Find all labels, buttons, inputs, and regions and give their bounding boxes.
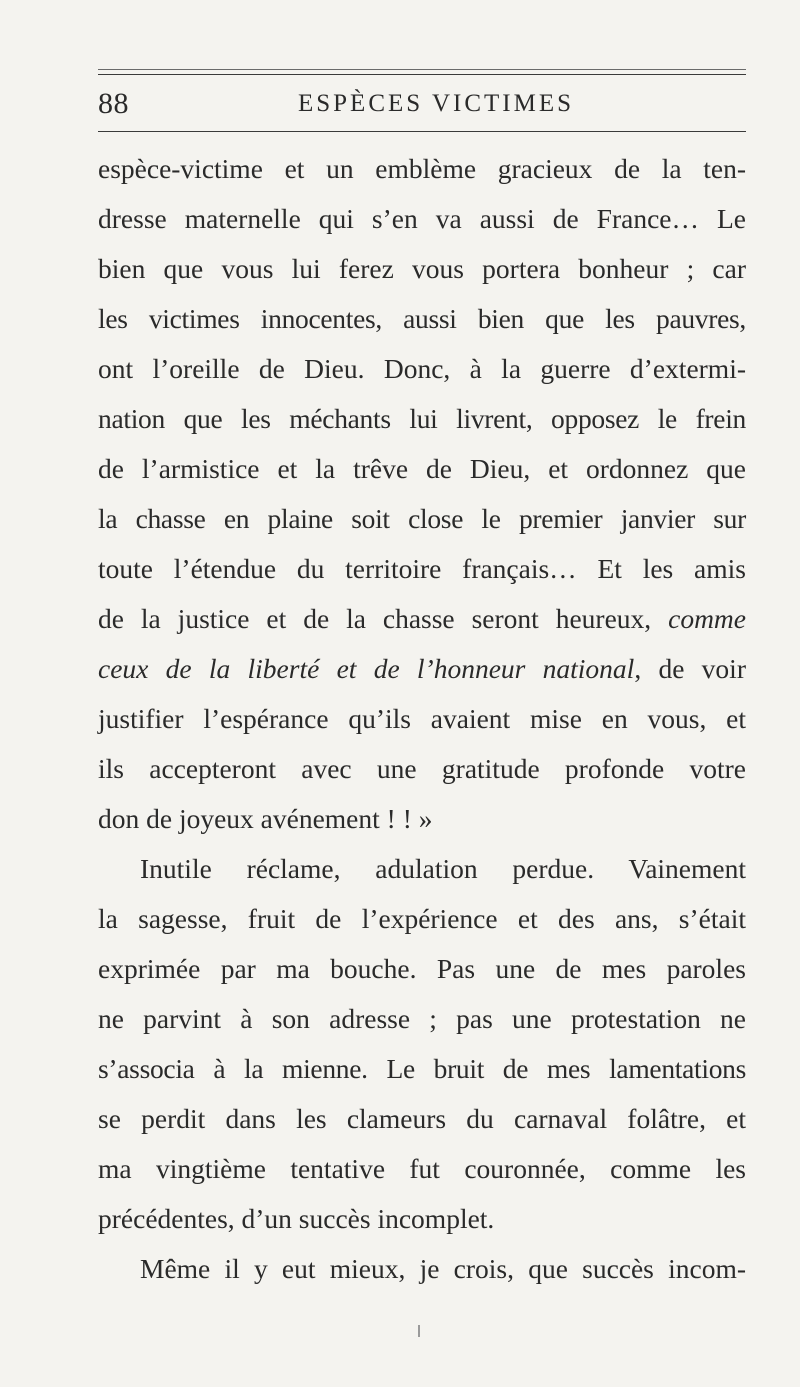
text-line: de l’armistice et la trêve de Dieu, et ordonnez que: [98, 453, 746, 484]
text-line: ont l’oreille de Dieu. Donc, à la guerre d’extermi-: [98, 353, 746, 384]
text-span: , de voir: [634, 653, 746, 684]
page-header: [98, 84, 746, 124]
italic-span: ceux de la liberté et de l’honneur national: [98, 653, 635, 684]
text-line-mixed: [98, 644, 746, 694]
text-line: bien que vous lui ferez vous portera bonheur ; car: [98, 253, 746, 284]
paragraph-start-line: Même il y eut mieux, je crois, que succès incom-: [140, 1253, 746, 1284]
text-line: don de joyeux avénement ! ! »: [98, 803, 433, 834]
text-line: ils accepteront avec une gratitude profonde votre: [98, 753, 746, 784]
body-text: [98, 144, 746, 1294]
text-line: ma vingtième tentative fut couronnée, comme les: [98, 1153, 746, 1184]
text-span: de la justice et de la chasse seront heureux,: [98, 603, 669, 634]
text-line: ne parvint à son adresse ; pas une protestation ne: [98, 1003, 746, 1034]
text-line: exprimée par ma bouche. Pas une de mes paroles: [98, 953, 746, 984]
text-line: les victimes innocentes, aussi bien que les pauvres,: [98, 303, 746, 334]
text-line: précédentes, d’un succès incomplet.: [98, 1203, 495, 1234]
text-line: la sagesse, fruit de l’expérience et des ans, s’était: [98, 903, 746, 934]
text-line: s’associa à la mienne. Le bruit de mes lamentations: [98, 1053, 746, 1084]
header-bottom-rule: [98, 131, 746, 132]
text-line: justifier l’espérance qu’ils avaient mise en vous, et: [98, 703, 746, 734]
text-line: espèce-victime et un emblème gracieux de la ten-: [98, 153, 746, 184]
paragraph-start-line: Inutile réclame, adulation perdue. Vainement: [140, 853, 746, 884]
text-line: se perdit dans les clameurs du carnaval folâtre, et: [98, 1103, 746, 1134]
header-top-rule-outer: [98, 69, 746, 70]
text-line: la chasse en plaine soit close le premier janvier sur: [98, 503, 746, 534]
italic-span: comme: [668, 603, 746, 634]
print-mark: [418, 1325, 420, 1337]
page-number: 88: [98, 87, 129, 120]
text-line: toute l’étendue du territoire français… Et les amis: [98, 553, 746, 584]
text-line: nation que les méchants lui livrent, opposez le frein: [98, 403, 746, 434]
running-head: ESPÈCES VICTIMES: [297, 90, 575, 117]
text-line: dresse maternelle qui s’en va aussi de France… Le: [98, 203, 746, 234]
header-top-rule: [98, 74, 746, 75]
text-line-mixed: [98, 594, 746, 644]
